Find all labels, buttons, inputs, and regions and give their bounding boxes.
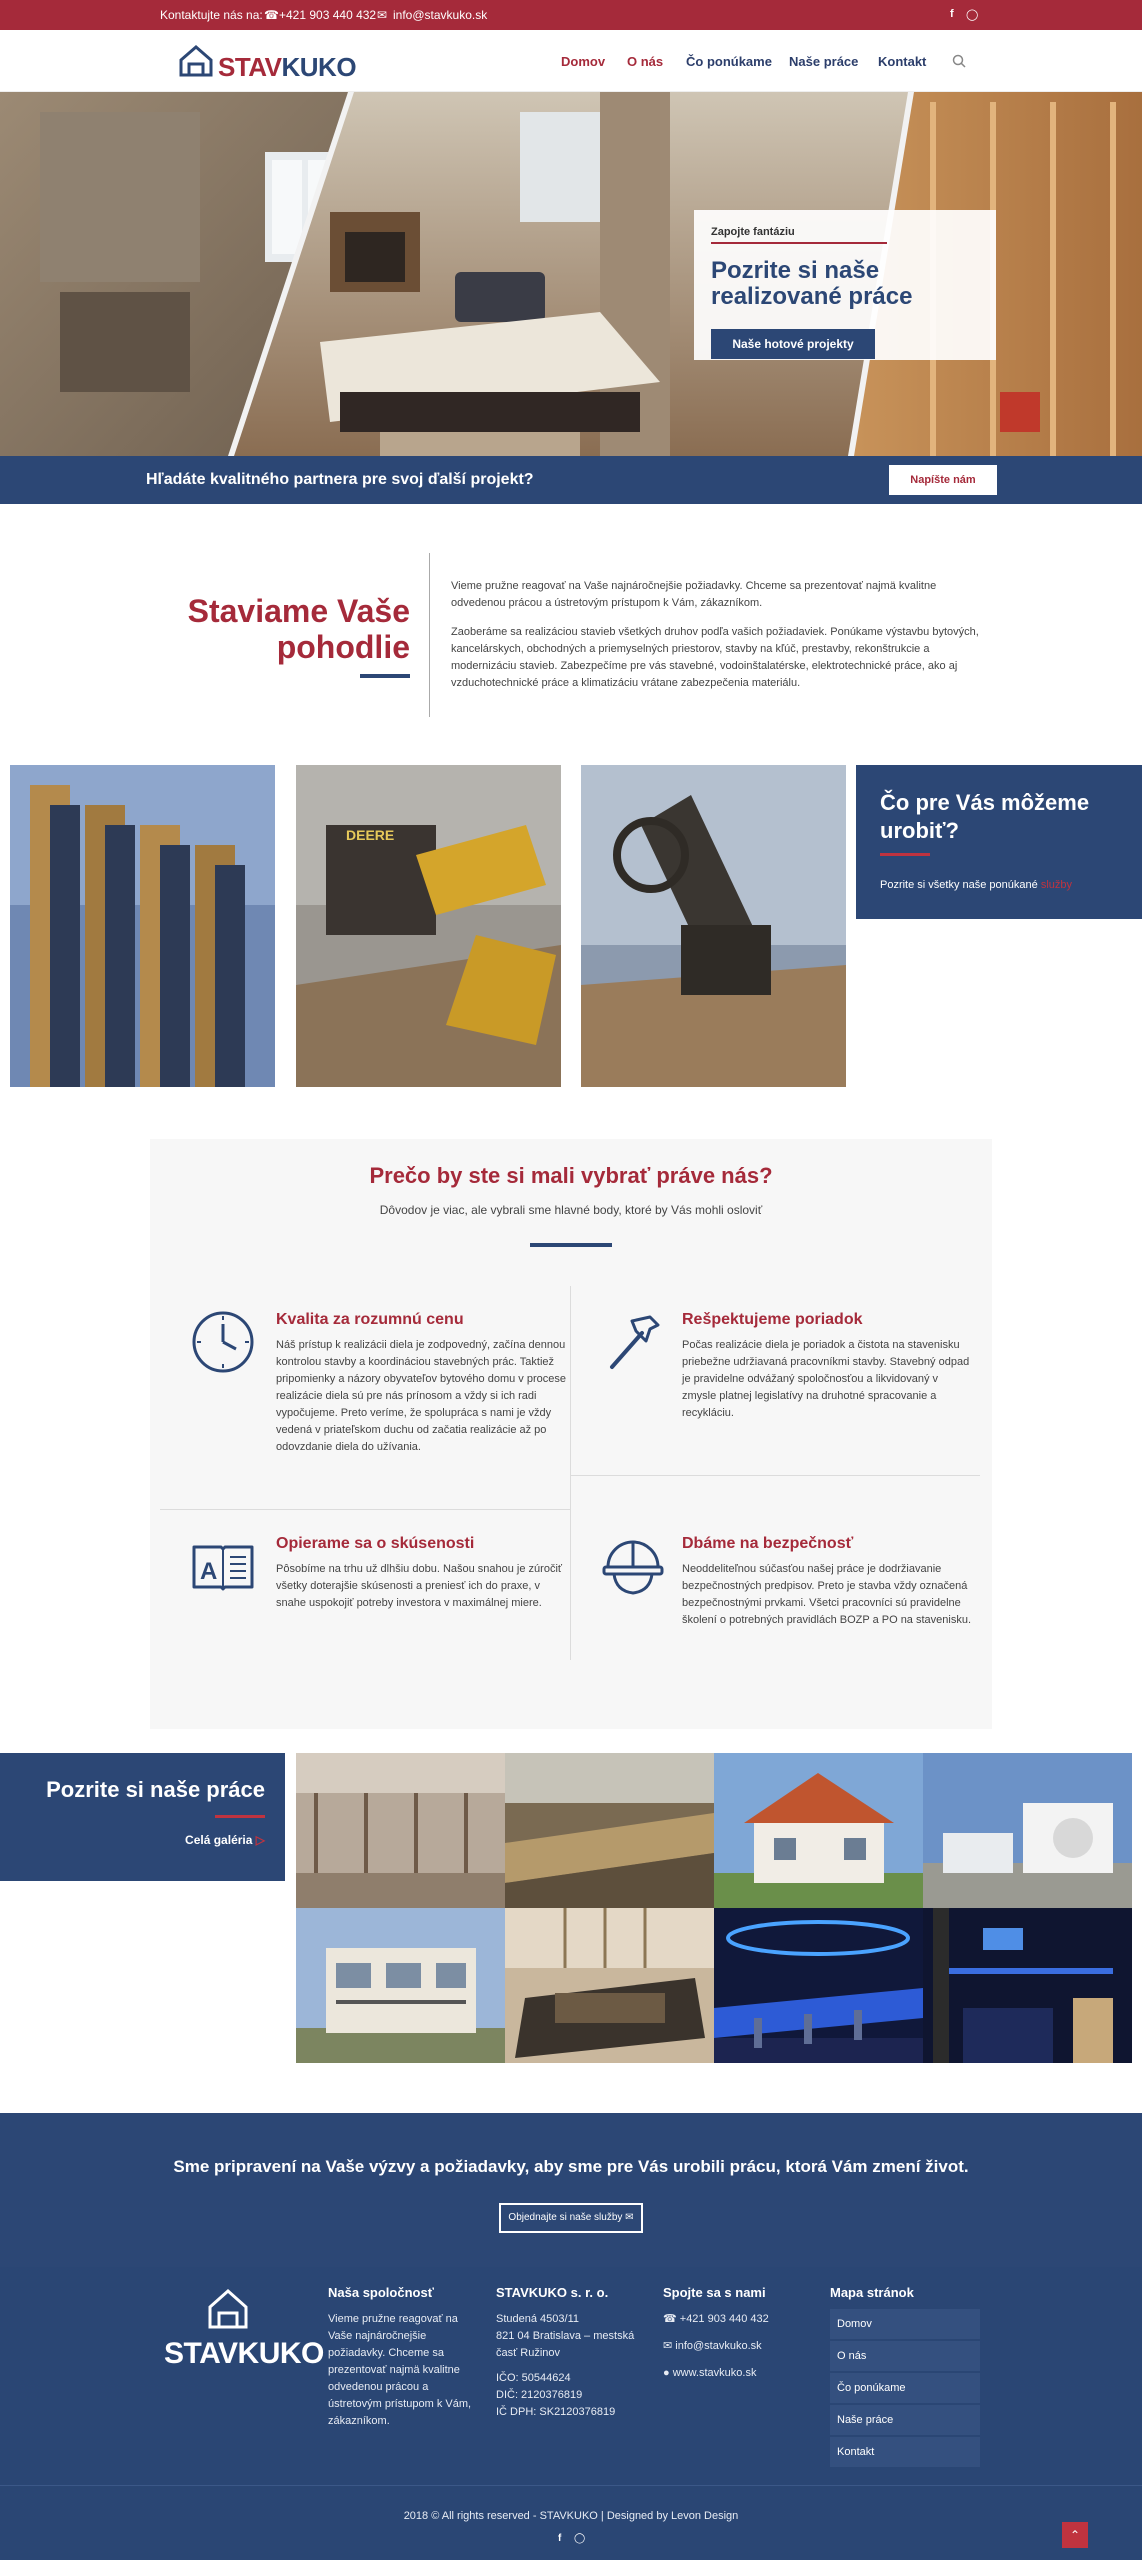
feature-text-order: Počas realizácie diela je poriadok a čistota na stavenisku priebežne udržiavaná pracovníkmi stavby. Stavebný odpad je pravidelne odvážaný spoločnosťou a likvidovaný v zmysle platnej legislatívy na druhotné spracovanie a recykláciu. (682, 1339, 970, 1419)
clock-icon (188, 1307, 258, 1377)
footer-cta (0, 2113, 1142, 2267)
site-footer (0, 2267, 1142, 2560)
why-us-section (150, 1139, 992, 1729)
feature-text-experience: Pôsobíme na trhu už dlhšiu dobu. Našou snahou je zúročiť všetky doterajšie skúsenosti a preniesť ich do praxe, v snahe uspokojiť potreby investora v maximálnej miere. (276, 1563, 563, 1609)
company-dic: DIČ: 2120376819 (496, 2389, 583, 2401)
feature-text-quality: Náš prístup k realizácii diela je zodpovedný, začína dennou kontrolou stavby a koordináciou stavebných prác. Taktiež pripomienky a názory obyvateľov bytového domu v procese realizácie diela sú pre nás prínosom a vždy si ich radi vypočujeme. Preto veríme, že spolupráca s nami je vždy vedená v priateľskom duchu od začatia realizácie až po odovzdanie diela do užívania. (276, 1339, 566, 1453)
footer-email-text: info@stavkuko.sk (675, 2340, 762, 2352)
hero-title (711, 258, 912, 310)
feature-title-quality: Kvalita za rozumnú cenu (276, 1311, 464, 1328)
order-services-label: Objednajte si naše služby (508, 2212, 623, 2223)
address-line-2: 821 04 Bratislava – mestská (496, 2330, 635, 2342)
gallery-image-8[interactable] (923, 1908, 1132, 2063)
logo-wordmark[interactable] (218, 52, 356, 83)
nav-item-nase-prace[interactable]: Naše práce (789, 54, 859, 69)
footer-company-text: Vieme pružne reagovať na Vaše najnáročnejšie požiadavky. Chceme sa prezentovať najmä kvalitne odvedenou prácou a ústretovým prístupom k Vám, zákazníkom. (328, 2313, 472, 2427)
sitemap-item-kontakt[interactable]: Kontakt (830, 2437, 980, 2467)
sitemap-item-domov[interactable]: Domov (830, 2309, 980, 2339)
topbar-email-link[interactable]: info@stavkuko.sk (393, 8, 488, 22)
hero-title-line2: realizované práce (711, 283, 913, 310)
address-line-1: Studená 4503/11 (496, 2313, 579, 2325)
hero-card (694, 210, 996, 360)
services-card (856, 765, 1142, 919)
about-title (180, 593, 410, 665)
feature-title-experience: Opierame sa o skúsenosti (276, 1535, 475, 1552)
copyright-text: 2018 © All rights reserved - STAVKUKO | Designed by Levon Design (403, 2510, 739, 2522)
gallery-link-label: Celá galéria (185, 1833, 253, 1847)
gallery-image-1[interactable] (296, 1753, 505, 1908)
logo-part-kuko: KUKO (281, 52, 357, 82)
nav-item-o-nas[interactable]: O nás (627, 54, 664, 69)
company-ico: IČO: 50544624 (496, 2372, 571, 2384)
partner-cta-title: Hľadáte kvalitného partnera pre svoj ďalší projekt? (146, 471, 534, 488)
globe-icon: ● (663, 2367, 673, 2379)
about-title-line2: pohodlie (276, 629, 410, 665)
feature-title-order: Rešpektujeme poriadok (682, 1311, 863, 1328)
service-image-excavator[interactable] (296, 765, 561, 1087)
gallery-card (0, 1753, 285, 1881)
svg-text:A: A (200, 1558, 218, 1585)
services-link[interactable]: služby (1040, 879, 1073, 891)
about-paragraph-1: Vieme pružne reagovať na Vaše najnáročnejšie požiadavky. Chceme sa prezentovať najmä kvalitne odvedenou prácou a ústretovým prístupom k Vám, zákazníkom. (451, 580, 937, 609)
footer-logo-house-icon (206, 2287, 250, 2331)
hammer-icon (598, 1307, 668, 1377)
footer-web-link[interactable] (663, 2365, 813, 2382)
instagram-icon[interactable]: ◯ (966, 9, 979, 21)
services-text (880, 879, 1072, 891)
services-rule (880, 853, 930, 856)
feature-title-safety: Dbáme na bezpečnosť (682, 1535, 854, 1552)
sitemap-item-o-nas[interactable]: O nás (830, 2341, 980, 2371)
site-header (0, 30, 1142, 92)
hero-banner (0, 92, 1142, 456)
search-icon[interactable] (952, 54, 966, 68)
company-icdph: IČ DPH: SK2120376819 (496, 2406, 616, 2418)
footer-contact-list (663, 2311, 813, 2382)
services-title-line1: Čo pre Vás môžeme (880, 790, 1090, 815)
mail-icon: ✉ (663, 2340, 676, 2352)
why-us-rule (530, 1243, 612, 1247)
hero-title-line1: Pozrite si naše (711, 257, 880, 284)
about-paragraph-2: Zaoberáme sa realizáciou stavieb všetkých druhov podľa vašich požiadaviek. Ponúkame výstavbu bytových, kancelárskych, obchodných a priemyselných priestorov, stavby na kľúč, prestavby, rekonštrukcie a modernizáciu stavieb. Zabezpečíme pre vás stavebné, vodoinštalatérske, elektrotechnické práce, ako aj vzduchotechnické práce a klimatizáciu vrátane zabezpečenia materiálu. (451, 626, 979, 689)
footer-company-heading: Naša spoločnosť (328, 2285, 434, 2300)
footer-web-text: www.stavkuko.sk (672, 2367, 757, 2379)
gallery-image-5[interactable] (296, 1908, 505, 2063)
back-to-top-button[interactable] (1062, 2522, 1088, 2548)
feature-text-safety: Neoddeliteľnou súčasťou našej práce je dodržiavanie bezpečnostných predpisov. Preto je stavba vždy označená bezpečnostnými prvkami. Všetci pracovníci sú pravidelne školení o potrebných pravidlách BOZP a PO na stavenisku. (682, 1563, 972, 1626)
write-us-button[interactable]: Napíšte nám (889, 465, 997, 495)
hero-kicker-rule (711, 242, 887, 244)
chevron-right-icon: ▷ (255, 1833, 265, 1847)
footer-address (496, 2311, 656, 2421)
svg-text:DEERE: DEERE (346, 827, 395, 843)
nav-item-kontakt[interactable]: Kontakt (878, 54, 927, 69)
footer-phone-text: +421 903 440 432 (679, 2313, 769, 2325)
helmet-icon (598, 1531, 668, 1601)
gallery-image-7[interactable] (714, 1908, 923, 2063)
contact-label: Kontaktujte nás na: (160, 8, 263, 22)
gallery-title: Pozrite si naše práce (46, 1777, 265, 1802)
address-line-3: časť Ružinov (496, 2347, 561, 2359)
chevron-up-icon: ⌃ (1069, 2528, 1081, 2542)
gallery-image-6[interactable] (505, 1908, 714, 2063)
footer-sitemap-heading: Mapa stránok (830, 2285, 914, 2300)
footer-cta-title: Sme pripravení na Vaše výzvy a požiadavky, aby sme pre Vás urobili prácu, ktorá Vám zmení život. (173, 2157, 969, 2176)
feature-grid-vline (570, 1286, 571, 1660)
feature-grid-hline-left (160, 1509, 570, 1510)
services-title-line2: urobiť? (880, 818, 959, 843)
gallery-link[interactable] (0, 1833, 265, 1847)
why-us-subtitle: Dôvodov je viac, ale vybrali sme hlavné body, ktoré by Vás mohli osloviť (379, 1203, 763, 1217)
instagram-icon[interactable]: ◯ (574, 2533, 586, 2544)
hero-projects-button[interactable]: Naše hotové projekty (711, 329, 875, 359)
hero-kicker: Zapojte fantáziu (711, 226, 795, 238)
footer-address-heading: STAVKUKO s. r. o. (496, 2285, 609, 2300)
services-text-label: Pozrite si všetky naše ponúkané (880, 879, 1038, 891)
why-us-title: Prečo by ste si mali vybrať práve nás? (369, 1163, 773, 1188)
services-title (880, 789, 1089, 845)
mail-icon: ✉ (377, 8, 388, 22)
nav-item-co-ponukame[interactable]: Čo ponúkame (686, 54, 772, 69)
about-title-line1: Staviame Vaše (187, 593, 410, 629)
phone-icon: ☎ (264, 8, 279, 22)
feature-grid-hline-right (570, 1475, 980, 1476)
logo-part-stav: STAV (218, 52, 282, 82)
service-image-mining-excavator[interactable] (581, 765, 846, 1087)
sitemap-item-nase-prace[interactable]: Naše práce (830, 2405, 980, 2435)
footer-logo-wordmark[interactable]: STAVKUKO (164, 2337, 324, 2370)
mail-icon: ✉ (625, 2212, 634, 2223)
gallery-image-4[interactable] (923, 1753, 1132, 1908)
phone-icon: ☎ (663, 2313, 680, 2325)
topbar-phone-link[interactable]: +421 903 440 432 (279, 8, 377, 22)
order-services-button[interactable] (499, 2203, 643, 2233)
facebook-icon[interactable]: f (558, 2533, 562, 2544)
footer-divider (0, 2485, 1142, 2486)
book-icon (188, 1531, 258, 1601)
about-title-rule (360, 674, 410, 678)
facebook-icon[interactable]: f (950, 8, 954, 20)
top-contact-bar (0, 0, 1142, 30)
partner-cta-band (0, 456, 1142, 504)
gallery-image-3[interactable] (714, 1753, 923, 1908)
about-divider (429, 553, 430, 717)
service-image-building[interactable] (10, 765, 275, 1087)
logo-house-icon[interactable] (178, 44, 214, 78)
footer-email-link[interactable] (663, 2338, 813, 2355)
nav-item-domov[interactable]: Domov (561, 54, 606, 69)
gallery-image-2[interactable] (505, 1753, 714, 1908)
footer-phone-link[interactable] (663, 2311, 813, 2328)
footer-contact-heading: Spojte sa s nami (663, 2285, 766, 2300)
sitemap-item-co-ponukame[interactable]: Čo ponúkame (830, 2373, 980, 2403)
gallery-rule (215, 1815, 265, 1818)
